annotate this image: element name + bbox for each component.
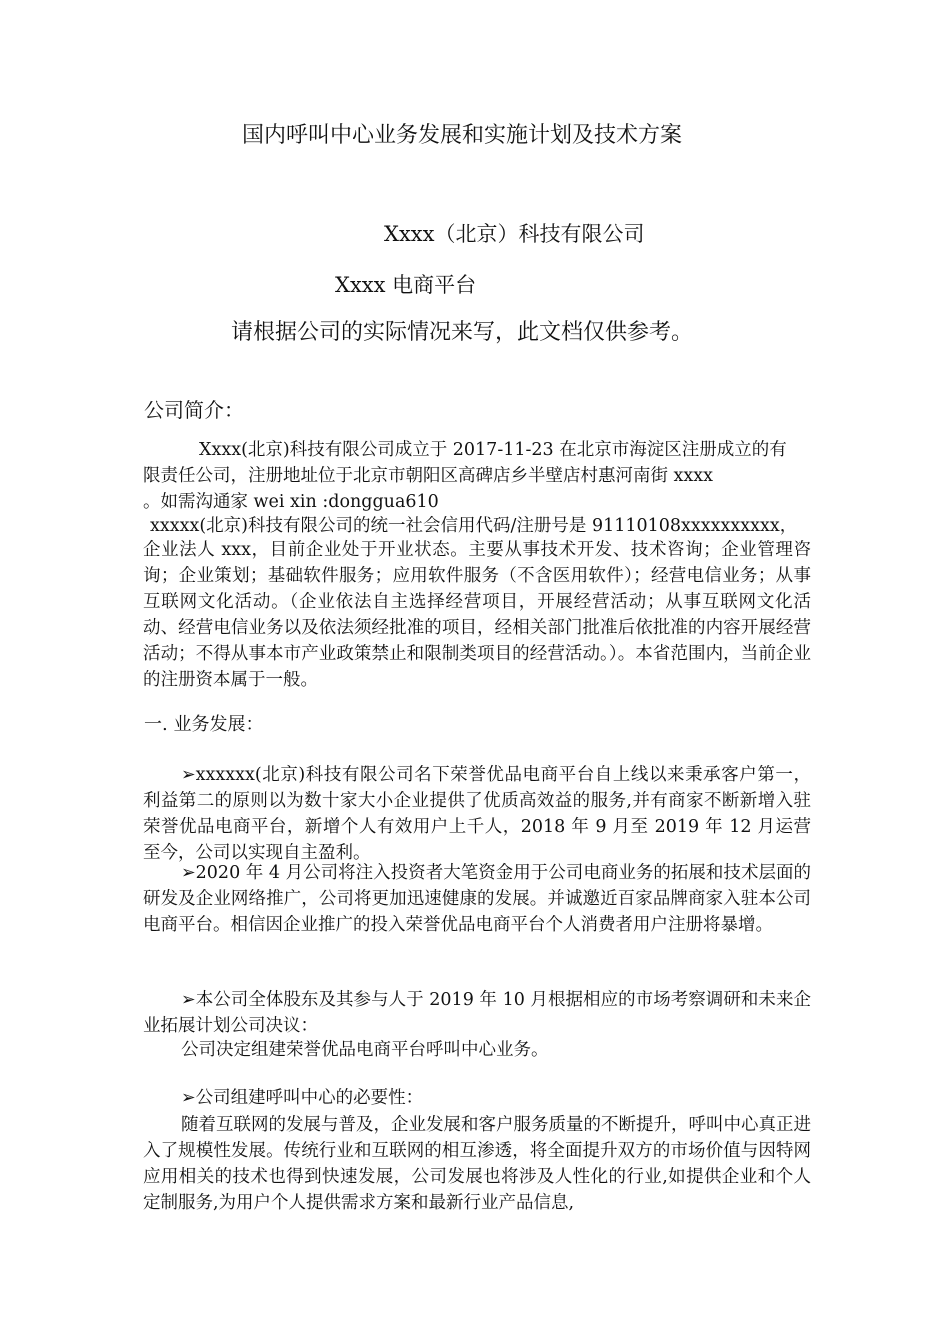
intro-para1-line3: 。如需沟通家 wei xin :donggua610 (143, 492, 439, 512)
section1-para1: ➢xxxxxx(北京)科技有限公司名下荣誉优品电商平台自上线以来秉承客户第一，利益第二的原则以为数十家大小企业提供了优质高效益的服务,并有商家不断新增入驻荣誉优品电商平台，新增个人有效用户上千人，2018 年 9 月至 2019 年 12 月运营至今，公司以实现自主盈利。 (143, 765, 811, 863)
platform-name: Xxxx 电商平台 (335, 273, 477, 297)
intro-heading: 公司简介： (144, 398, 244, 422)
section1-para4: 随着互联网的发展与普及，企业发展和客户服务质量的不断提升，呼叫中心真正进入了规模性发展。传统行业和互联网的相互渗透，将全面提升双方的市场价值与因特网应用相关的技术也得到快速发展，公司发展也将涉及人性化的行业,如提供企业和个人定制服务,为用户个人提供需求方案和最新行业产品信息, (143, 1115, 811, 1213)
company-name: Xxxx（北京）科技有限公司 (384, 222, 645, 246)
section1-para2: ➢2020 年 4 月公司将注入投资者大笔资金用于公司电商业务的拓展和技术层面的研发及企业网络推广，公司将更加迅速健康的发展。并诚邀近百家品牌商家入驻本公司电商平台。相信因企业推广的投入荣誉优品电商平台个人消费者用户注册将暴增。 (143, 863, 811, 935)
intro-para2-line1: xxxxx(北京)科技有限公司的统一社会信用代码/注册号是 91110108xxxxxxxxxx， (150, 516, 798, 536)
intro-para1-line2: 限责任公司，注册地址位于北京市朝阳区高碑店乡半壁店村惠河南街 xxxx (143, 466, 714, 486)
section1-decision: 公司决定组建荣誉优品电商平台呼叫中心业务。 (181, 1040, 549, 1060)
section1-para3: ➢本公司全体股东及其参与人于 2019 年 10 月根据相应的市场考察调研和未来企业拓展计划公司决议： (143, 990, 811, 1036)
document-title: 国内呼叫中心业务发展和实施计划及技术方案 (242, 123, 683, 148)
intro-para1-line1: Xxxx(北京)科技有限公司成立于 2017-11-23 在北京市海淀区注册成立的有 (199, 440, 787, 460)
intro-para2-body: 企业法人 xxx，目前企业处于开业状态。主要从事技术开发、技术咨询；企业管理咨询；企业策划；基础软件服务；应用软件服务（不含医用软件）；经营电信业务；从事互联网文化活动。（企业依法自主选择经营项目，开展经营活动；从事互联网文化活动、经营电信业务以及依法须经批准的项目，经相关部门批准后依批准的内容开展经营活动；不得从事本市产业政策禁止和限制类项目的经营活动。）。本省范围内，当前企业的注册资本属于一般。 (143, 540, 811, 690)
section1-heading: 一. 业务发展： (144, 714, 264, 735)
usage-note: 请根据公司的实际情况来写，此文档仅供参考。 (231, 320, 694, 345)
section1-para4-heading: ➢公司组建呼叫中心的必要性： (181, 1088, 424, 1108)
